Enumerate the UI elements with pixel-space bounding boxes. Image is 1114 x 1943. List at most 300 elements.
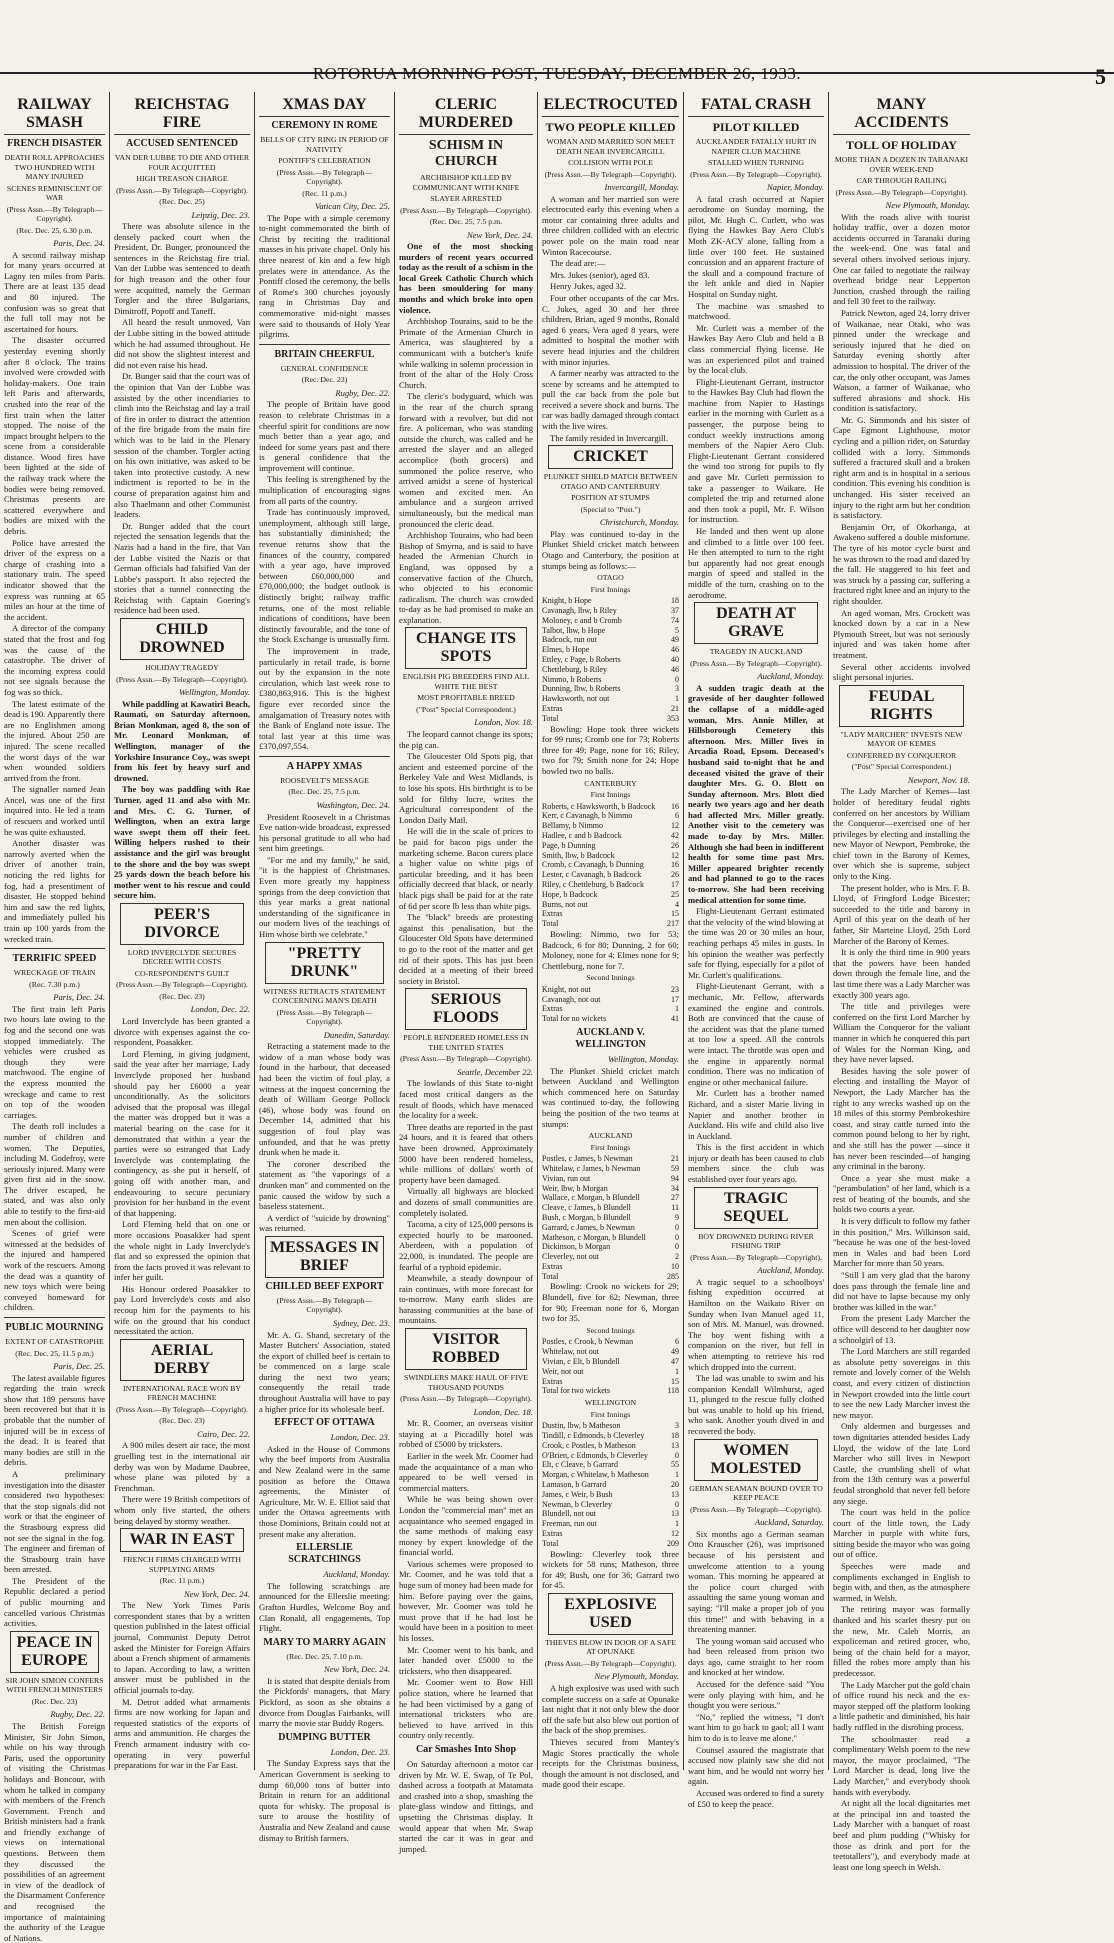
credit-line: (Press Assn.—By Telegraph—Copyright). <box>116 185 248 195</box>
headline: FEUDAL RIGHTS <box>839 685 964 727</box>
batsman: Postles, c James, b Newman <box>542 1154 633 1164</box>
credit-line: (Press Assn.—By Telegraph—Copyright). <box>544 169 677 179</box>
headline: "PRETTY DRUNK" <box>265 942 384 984</box>
paragraph: The latest available figures regarding the train wreck show that 189 persons have been recovered but that it is probable that the number of injured will be in excess of the dead. It is feared that many bodies are still in the debris. <box>4 1372 105 1468</box>
paragraph: Tacoma, a city of 125,000 persons is expected hourly to be marooned. Aberdeen, with a population of 22,000, is inundated. The people are fearful of a typhoid epidemic. <box>399 1219 533 1272</box>
paragraph: Six months ago a German seaman Otto Krauscher (26), was imprisoned because of his persistent and unwelcome attention to a young woman. This morning he appeared at the police court charged with assaulting the same young woman and saying: "I'll make a proper job of you this time!" and with behaving in a threatening manner. <box>688 1528 824 1635</box>
total-value: 209 <box>667 1538 679 1548</box>
received-line: (Rec. Dec. 25, 11.5 p.m.) <box>15 1348 94 1358</box>
batsman: Moloney, c and b Cromb <box>542 615 622 625</box>
paragraph: The schoolmaster read a complimentary Welsh poem to the new mayor, the mayor proclaimed, "The Lord Marcher is dead, long live the Lady Marcher," and everybody shook hands with everybody. <box>833 1733 970 1797</box>
batsman: Dunning, lbw, b Roberts <box>542 684 621 694</box>
dateline: London, Dec. 22. <box>190 1004 250 1015</box>
headline: TRAGIC SEQUEL <box>694 1187 818 1229</box>
scorecard-canterbury <box>542 802 679 920</box>
runs: 49 <box>671 1347 679 1357</box>
score-row <box>542 1004 679 1014</box>
dateline: London, Dec. 18. <box>473 1406 533 1417</box>
received-line: (Rec. Dec. 25) <box>159 197 205 206</box>
subheadline: CEREMONY IN ROME <box>271 120 378 131</box>
credit-line: (Press Assn.—By Telegraph—Copyright). <box>276 1295 373 1315</box>
batsman: Nimmo, b Roberts <box>542 674 602 684</box>
paragraph: Flight-Lieutenant Gerrant estimated that the velocity of the wind blowing at the time was 20 or 30 miles an hour, reaching perhaps 45 miles in gusts. In his opinion the weather was perfectly safe for flying, especially for a pilot of Mr. Curlett's qualifications. <box>688 906 824 980</box>
received-line: (Rec. Dec. 25, 7.5 p.m. <box>429 217 503 226</box>
subheadline: SLAYER ARRESTED <box>430 194 502 203</box>
received-line: (Rec. 7.30 p.m.) <box>29 979 80 989</box>
paragraph: There was absolute silence in the densely packed court when the President, Dr. Bunger, pronounced the sentences in the Reichstag fire trial. Van der Lubbe was sentenced to death for high treason and the other four were acquitted, namely the German Torgler and the three Bulgarians, Dimitroff, Popoff and Taneff. <box>114 221 250 316</box>
runs: 1 <box>675 1470 679 1480</box>
batsman: Hadlee, c and b Badcock <box>542 830 622 840</box>
paragraph: The lad was unable to swim and his companion Kendall Wilmhurst, aged 11, plunged to the rescue fully clothed but was unable to hold up his friend, who sank. Another youth dived in and recovered the body. <box>688 1373 824 1437</box>
dateline: Auckland, Saturday. <box>754 1517 824 1528</box>
subheadline: MOST PROFITABLE BREED <box>417 693 515 703</box>
subheadline: HIGH TREASON CHARGE <box>136 174 228 183</box>
team-header: WELLINGTON <box>584 1398 637 1408</box>
paragraph: The court was held in the police court of the little town, the Lady Marcher in purple with white furs, sitting beside the mayor who was going out of office. <box>833 1507 970 1560</box>
paragraph: Mr. G. Simmonds and his sister of Cape Egmont Lighthouse, motor cycling and a pillion rider, on Saturday collided with a lorry. Simmonds suffered a fractured skull and a broken right arm and is in hospital in a serious condition. This evening his condition is unchanged. His sister received an injury to the right arm but her condition is satisfactory. <box>833 414 970 521</box>
column-6 <box>684 92 829 1809</box>
paragraph: While he was being shown over London the "commercial man" met an acquaintance who seemed engaged in the same methods of making easy money by expert knowledge of the financial world. <box>399 1494 533 1558</box>
paragraph: The President of the Republic declared a period of public mourning and cancelled various Christmas activities. <box>4 1575 105 1629</box>
paragraph: "For me and my family," he said, "it is the happiest of Christmases. Even more greatly my happiness springs from the deep conviction that this year marks a great national understanding of the significance in our modern lives of the teachings of Him whose birth we celebrate." <box>259 854 390 940</box>
paragraph: Earlier in the week Mr. Coomer had made the acquaintance of a man who appeared to be well versed in commercial matters. <box>399 1450 533 1493</box>
runs: 4 <box>675 899 679 909</box>
subheadline: CO-RESPONDENT'S GUILT <box>134 968 230 978</box>
runs: 17 <box>671 879 679 889</box>
subheadline: FRENCH DISASTER <box>7 138 102 149</box>
batsman: Bellamy, b Nimmo <box>542 821 604 831</box>
paragraph: "No," replied the witness, "I don't want him to go back to gaol; all I want him to do is to leave me alone." <box>688 1711 824 1744</box>
paragraph: On Saturday afternoon a motor car driven by Mr. W. E. Swap, of Te Pol, dashed across a footpath at Matamata and crashed into a shop, smashing the plate-glass window and fittings, and upsetting the Christmas display. It would appear that when Mr. Swap started the car it was in gear and jumped. <box>399 1758 533 1854</box>
runs: 37 <box>671 606 679 616</box>
innings-label: First Innings <box>590 1142 631 1152</box>
paragraph: The retiring mayor was formally thanked and his scarlet thesry put on the new, Mr. Caleb Morris, an expoliceman and retired grocer, who, being of the chain held for a mayor, filled the robes more amply than his predecessor. <box>833 1604 970 1678</box>
paragraph: A woman and her married son were electrocuted early this evening when a motor car containing three adults and three children collided with an electric power pole on the main road near Winton Racecourse. <box>542 193 679 257</box>
score-row <box>542 1242 679 1252</box>
paragraph: Bowling: Nimmo, two for 53; Badcock, 6 for 80; Dunning, 2 for 60; Moloney, none for 4; Elmes none for 9; Chettleburg, none for 7. <box>542 928 679 971</box>
dateline: New Plymouth, Monday. <box>594 1671 679 1682</box>
subheadline: BOY DROWNED DURING RIVER FISHING TRIP <box>698 1231 814 1251</box>
paragraph: A preliminary investigation into the disaster considered two hypotheses: that the stop signals did not work or that the engineer of the Strasbourg express did not see the signal in the fog. The engineer and fireman of the Strasbourg train have been arrested. <box>4 1468 105 1575</box>
subheadline: FRENCH FIRMS CHARGED WITH SUPPLYING ARMS <box>123 1555 241 1574</box>
score-row <box>542 1470 679 1480</box>
batsman: Whitelaw, not out <box>542 1347 600 1357</box>
score-row <box>542 860 679 870</box>
paragraph: The following scratchings are announced for the Ellerslie meeting: Grafton Hurdles, Welcome Boy and Clan Ronald, all engagements, Top Flight. <box>259 1580 390 1634</box>
paragraph: Accused was ordered to find a surety of £50 to keep the peace. <box>688 1788 824 1809</box>
subheadline: GERMAN SEAMAN BOUND OVER TO KEEP PEACE <box>689 1483 823 1503</box>
paragraph: Archbishop Tourains, who had been Bishop of Smyrna, and is said to have headed the Armenian Church in England, was opposed by a conservative faction of the Church, who objected to his economic radicalism. The church was crowded to-day as he had promised to make an explanation. <box>399 530 533 625</box>
score-row <box>542 1193 679 1203</box>
headline: MANY ACCIDENTS <box>833 96 970 135</box>
paragraph: It is only the third time in 900 years that the powers have been handed down through the female line, and the last time there was a Lady Marcher was exactly 300 years ago. <box>833 947 970 1000</box>
score-row <box>542 606 679 616</box>
paragraph: Scenes of grief were witnessed at the bedsides of the injured and hampered work of the rescuers. Among the dead was a quantity of new toys which were being conveyed homeward for children. <box>4 1228 105 1313</box>
score-row <box>542 880 679 890</box>
runs: 2 <box>675 1252 679 1262</box>
score-row <box>542 1367 679 1377</box>
score-row <box>542 909 679 919</box>
batsman: Extras <box>542 1004 563 1014</box>
score-row <box>542 1451 679 1461</box>
score-row <box>542 995 679 1005</box>
dateline: Vatican City, Dec. 25. <box>315 201 390 211</box>
credit-line: (Press Assn.—By Telegraph—Copyright). <box>276 1007 373 1027</box>
score-row <box>542 635 679 645</box>
subheadline: SIR JOHN SIMON CONFERS WITH FRENCH MINISTERS <box>5 1675 104 1695</box>
runs: 12 <box>671 1528 679 1538</box>
headline: A HAPPY XMAS <box>286 760 363 772</box>
batsman: Vivian, c Elt, b Blundell <box>542 1356 620 1366</box>
score-row <box>542 1509 679 1519</box>
runs: 3 <box>675 684 679 694</box>
subheadline: DEATH ROLL APPROACHES TWO HUNDRED WITH MANY INJURED <box>4 153 105 181</box>
headline: PEER'S DIVORCE <box>120 903 244 945</box>
innings-label: Second Innings <box>586 973 635 983</box>
scorecard-otago <box>542 596 679 714</box>
subheadline: PUBLIC MOURNING <box>5 1322 104 1333</box>
score-row <box>542 675 679 685</box>
dateline: London, Dec. 23. <box>330 1432 390 1443</box>
paragraph: While paddling at Kawatiri Beach, Raumati, on Saturday afternoon, Brian Monkman, aged 8, the son of Mr. Leonard Monkman, of Wellington, manager of the Yorkshire Insurance Coy., was swept from his feet by heavy surf and drowned. <box>114 698 250 783</box>
dateline: Auckland, Monday. <box>323 1569 390 1580</box>
paragraph: Meanwhile, a steady downpour of rain continues, with more forecast for to-morrow. Many earth slides are harassing communities at the base of mountains. <box>399 1273 533 1326</box>
paragraph: Flight-Lieutenant Gerrant, instructor to the Hawkes Bay Club had flown the machine from Napier to Hastings earlier in the morning with Curlett as a passenger, the purpose being to conduct weekly instructions among members of the Napier Aero Club. Flight-Lieutenant Gerrant considered the wind too strong for pupils to fly and gave Mr. Curlett permission to take a passenger to Waikare. He completed the trip and returned alone and then took a pupil, Mr. F. Wilson for instruction. <box>688 376 824 525</box>
subheadline: CONFERRED BY CONQUEROR <box>846 750 957 760</box>
runs: 0 <box>675 1232 679 1242</box>
batsman: Weir, lbw, b Morgan <box>542 1183 608 1193</box>
total-label: Total <box>542 1271 559 1281</box>
runs: 13 <box>671 1509 679 1519</box>
runs: 18 <box>671 1430 679 1440</box>
received-line: (Rec. Dec. 23) <box>159 1416 205 1426</box>
subheadline: WOMAN AND MARRIED SON MEET DEATH NEAR INVERCARGILL <box>546 137 675 156</box>
credit-line: ("Post" Special Correspondent.) <box>416 704 516 714</box>
credit-line: (Press Assn.—By Telegraph—Copyright). <box>690 169 822 179</box>
headline: RAILWAY SMASH <box>4 96 105 135</box>
subheadline: EFFECT OF OTTAWA <box>274 1417 375 1429</box>
paragraph: The title and privileges were conferred on the first Lord Marcher by William the Conqueror for the valiant manner in which he conquered this part of Wales for the Norman King, and they have never lapsed. <box>833 1001 970 1065</box>
received-line: (Rec. Dec. 23) <box>159 991 205 1001</box>
divider <box>4 948 105 949</box>
divider <box>4 1317 105 1318</box>
score-row <box>542 684 679 694</box>
runs: 23 <box>671 984 679 994</box>
runs: 15 <box>671 909 679 919</box>
score-row <box>542 900 679 910</box>
runs: 17 <box>671 994 679 1004</box>
runs: 11 <box>671 1203 679 1213</box>
headline: CLERIC MURDERED <box>399 96 533 135</box>
batsman: Roberts, c Hawksworth, b Badcock <box>542 801 656 811</box>
paragraph: Mr. A. G. Shand, secretary of the Master Butchers' Association, stated the export of chilled beef is certain to be commenced on a large scale during the next two years; consequently the retail trade throughout Australia will have to pay a higher price for its wholesale beef. <box>259 1329 390 1414</box>
paragraph: A verdict of "suicide by drowning" was returned. <box>259 1212 390 1234</box>
paragraph: Bowling: Crook no wickets for 29; Blundell, five for 62; Newman, three for 90; Freeman none for 6, Morgan two for 35. <box>542 1281 679 1324</box>
paragraph: The cleric's bodyguard, which was in the rear of the church sprang forward with a revolver, but did not fire. A policeman, who was standing outside the church, was called and he arrested the slayer and an alleged accomplice (both grocers) and summoned the police reserve, who arrived amidst a scene of hysterical women and excited men. An ambulance and a surgeon arrived simultaneously, but the medical man pronounced the cleric dead. <box>399 391 533 529</box>
subheadline: "LADY MARCHER" INVESTS NEW MAYOR OF KEMES <box>840 729 963 749</box>
column-5 <box>538 92 684 1790</box>
total-value: 118 <box>667 1386 679 1396</box>
paragraph: The signaller named Jean Ancel, was one of the first inquired into. He led a team of rescuers and worked until he was quite exhausted. <box>4 784 105 837</box>
paragraph: Besides having the sole power of electing and installing the Mayor of Newport, the Lady Marcher has the right to any wrecks washed up on the 18 miles of this stormy Pembrokeshire coast, and stray cattle turned into the common pound belong to her by right, and she still has the power —since it has never been rescinded—of hanging any criminal in the barony. <box>833 1065 970 1172</box>
dateline: Paris, Dec. 24. <box>53 992 105 1003</box>
total-label: Total <box>542 919 559 929</box>
paragraph: Lord Inverclyde has been granted a divorce with expenses against the co-respondent, Poasakker. <box>114 1016 250 1048</box>
batsman: Smith, lbw, b Badcock <box>542 850 615 860</box>
batsman: Weir, not out <box>542 1366 584 1376</box>
runs: 46 <box>671 664 679 674</box>
paragraph: Accused for the defence said "You were only playing with him, and he thought you were serious." <box>688 1679 824 1711</box>
batsman: Bush, c Morgan, b Blundell <box>542 1212 631 1222</box>
score-row <box>542 1203 679 1213</box>
dateline: New York, Dec. 24. <box>183 1588 250 1599</box>
subheadline: INTERNATIONAL RACE WON BY FRENCH MACHINE <box>122 1383 242 1403</box>
score-row <box>542 890 679 900</box>
column-3 <box>255 92 395 1843</box>
dateline: Newport, Nov. 18. <box>907 774 970 785</box>
runs: 6 <box>675 811 679 821</box>
paragraph: The people of Britain have good reason to celebrate Christmas in a cheerful spirit for conditions are now much better than a year ago, and indeed for some years past and there is general confidence that the improvement will continue. <box>259 399 390 473</box>
batsman: Extras <box>542 1528 563 1538</box>
subheadline: PILOT KILLED <box>712 120 800 134</box>
credit-line: (Special to "Post.") <box>580 504 641 514</box>
dateline: Wellington, Monday. <box>178 687 250 698</box>
subheadline: STALLED WHEN TURNING <box>707 158 805 167</box>
batsman: Kerr, c Cavanagh, b Nimmo <box>542 811 633 821</box>
total-value: 285 <box>667 1271 679 1281</box>
subheadline: MARY TO MARRY AGAIN <box>263 1636 386 1648</box>
dateline: Invercargill, Monday. <box>604 182 679 192</box>
runs: 1 <box>675 694 679 704</box>
paragraph: Play was continued to-day in the Plunket Shield cricket match between Otago and Canterbury, the position at stumps being as follows:— <box>542 528 679 571</box>
runs: 5 <box>675 625 679 635</box>
batsman: Hope, b Badcock <box>542 889 598 899</box>
headline: MESSAGES IN BRIEF <box>265 1236 384 1278</box>
paragraph: Mrs. Jukes (senior), aged 83. <box>550 269 650 280</box>
dateline: New York, Dec. 24. <box>323 1664 390 1675</box>
runs: 6 <box>675 1337 679 1347</box>
paragraph: Dr. Bunger said that the court was of the opinion that Van der Lubbe was assisted by the other incendiaries to climb into the Reichstag and lay a trail of fire in order to distract the attention of the fire brigade from the main fire which was to be laid in the Plenary session of the chamber. Torgler acting on his own initiative, was asked to be taken into protective custody. A new indictment is reported to be in the course of preparation against him and also Thaelmann and other Communist leaders. <box>114 371 250 520</box>
score-row <box>542 1164 679 1174</box>
total-value: 41 <box>671 1014 679 1024</box>
score-row <box>542 1529 679 1539</box>
paragraph: A sudden tragic death at the graveside of her daughter followed the collapse of a middle-aged woman, Mrs. Annie Miller, at Hillsborough Cemetery this afternoon. Mrs. Miller lives in Arcadia Road, Epsom. Deceased's husband said to-night that he and deceased visited the grave of their daughter Mrs. G. O. Blott on Sunday afternoon. Mrs. Blott died nearly two years ago and her death had affected Mrs. Miller greatly. Another visit to the cemetery was made to-day by Mrs. Miller. Although she had been in indifferent health for some time past Mrs. Miller appeared brighter recently and had planned to go to the races to-morrow. She had been receiving medical attention for some time. <box>688 682 824 905</box>
batsman: Extras <box>542 909 563 919</box>
runs: 0 <box>675 674 679 684</box>
paragraph: Patrick Newton, aged 24, lorry driver of Waikanae, near Otaki, who was pinned under the wreckage and seriously injured that he died on Saturday evening shortly after admission to hospital. The driver of the car, the only other occupant, was James Watson, a farmer of Waikanae, who suffered abrasions and shock. His condition is satisfactory. <box>833 307 970 414</box>
headline: CHANGE ITS SPOTS <box>405 627 527 669</box>
batsman: Chettleburg, b Riley <box>542 664 607 674</box>
headline: AERIAL DERBY <box>120 1339 244 1381</box>
runs: 0 <box>675 1499 679 1509</box>
subheadline: PEOPLE RENDERED HOMELESS IN THE UNITED STATES <box>403 1033 529 1052</box>
paragraph: Asked in the House of Commons why the beef imports from Australia and New Zealand were in the same position as before the Ottawa agreements, the Minister of Agriculture, Mr. W. E. Elliot said that under the Ottawa agreements with those Dominions, Britain could not at present make any alteration. <box>259 1443 390 1539</box>
team-header: AUCKLAND <box>588 1131 633 1141</box>
score-row <box>542 616 679 626</box>
paragraph: He landed and then went up alone and climbed to a little over 100 feet. He then attempted to turn to the right but apparently had not great enough margin of speed and stalled in the middle of the turn, crashing on to the aerodrome. <box>688 526 824 600</box>
paragraph: The Plunket Shield cricket match between Auckland and Wellington which commenced here on Saturday was continued to-day, the following being the position of the two teams at stumps: <box>542 1065 679 1129</box>
dateline: Washington, Dec. 24. <box>316 799 390 810</box>
paragraph: The young woman said accused who had been released from prison two days ago, came straight to her room and knocked at her window. <box>688 1635 824 1678</box>
score-row <box>542 851 679 861</box>
subheadline: ARCHBISHOP KILLED BY COMMUNICANT WITH KNIFE <box>412 173 520 192</box>
paragraph: Trade has continuously improved, unemployment, although still large, has substantially diminished; the revenue returns show that the finances of the country, compared with a year ago, have improved between £60,000,000 and £70,000,000; the budget outlook is distinctly bright; railway traffic returns, one of the most reliable indications of conditions, have been distinctly favourable, and the tone of the Stock Exchange is unusually firm. <box>259 507 390 645</box>
dateline: Auckland, Monday. <box>757 1265 824 1276</box>
credit-line: (Press Assn.—By Telegraph—Copyright). <box>690 1504 822 1514</box>
subheadline: MORE THAN A DOZEN IN TARANAKI OVER WEEK-END <box>834 155 969 174</box>
dateline: London, Dec. 23. <box>330 1746 390 1757</box>
headline: ELECTROCUTED <box>542 96 679 117</box>
credit-line: (Press Assn.—By Telegraph—Copyright). <box>276 167 373 186</box>
runs: 26 <box>671 870 679 880</box>
paragraph: He will die in the scale of prices to be paid for bacon pigs under the marketing scheme. Bacon curers place a higher value on white pigs of particular breeding, and it has been officially decreed that black, or nearly black pigs shall be paid for at the rate of 6d per score lb less than white pigs. <box>399 826 533 911</box>
batsman: Lamason, b Garrard <box>542 1479 607 1489</box>
score-row <box>542 645 679 655</box>
paragraph: The leopard cannot change its spots; the pig can. <box>399 729 533 750</box>
batsman: Cleave, c James, b Blundell <box>542 1203 631 1213</box>
dateline: Cairo, Dec. 22. <box>197 1428 250 1439</box>
score-row <box>542 1519 679 1529</box>
innings-label: Second Innings <box>586 1325 635 1335</box>
total-label: Total for two wickets <box>542 1386 611 1396</box>
innings-label: First Innings <box>590 790 631 800</box>
batsman: Whitelaw, c James, b Newman <box>542 1163 641 1173</box>
dateline: Paris, Dec. 25. <box>53 1361 105 1371</box>
paragraph: The death roll includes a number of children and women. The Deputies, including M. Godefroy, were seriously injured. Many were given first aid in the snow. The driver escaped, he stated, and was also only able to testify to the first-aid men about the collision. <box>4 1121 105 1227</box>
runs: 18 <box>671 596 679 606</box>
paragraph: Mr. Curlett has a brother named Richard, and a sister Marie living in Napier and another brother in Auckland. His wife and child also live in Auckland. <box>688 1088 824 1141</box>
batsman: Elt, c Cleave, b Garrard <box>542 1460 618 1470</box>
score-row <box>542 1213 679 1223</box>
batsman: Extras <box>542 1376 563 1386</box>
batsman: Cromb, c Cavanagh, b Dunning <box>542 860 644 870</box>
runs: 46 <box>671 645 679 655</box>
score-row <box>542 1223 679 1233</box>
batsman: Hawksworth, not out <box>542 694 610 704</box>
dateline: London, Nov. 18. <box>474 717 533 728</box>
subheadline: LORD INVERCLYDE SECURES DECREE WITH COSTS <box>127 947 237 967</box>
score-row <box>542 1174 679 1184</box>
score-row <box>542 704 679 714</box>
paragraph: Thieves secured from Mantey's Magic Stores practically the whole receipts for the Christmas business, though the amount is not disclosed, and made good their escape. <box>542 1736 679 1790</box>
subheadline: PLUNKET SHIELD MATCH BETWEEN OTAGO AND CANTERBURY <box>543 472 678 491</box>
subheadline: ELLERSLIE SCRATCHINGS <box>288 1542 361 1566</box>
total-value: 353 <box>667 713 679 723</box>
batsman: Talbot, lbw, b Hope <box>542 625 606 635</box>
paragraph: M. Detrot added what armaments firms are now working for Japan and requested statistics of the exports of arms and ammunition. He charges the French armament industry with co-operating in very powerful preparations for war in the Far East. <box>114 1696 250 1771</box>
subheadline: AUCKLANDER FATALLY HURT IN NAPIER CLUB MACHINE <box>695 137 817 156</box>
paragraph: All heard the result unmoved, Van der Lubbe sitting in the bowed attitude which he had assumed throughout. He did not show the slightest interest and did not even raise his head. <box>114 317 250 370</box>
dateline: Leipzig, Dec. 23. <box>191 209 250 220</box>
paragraph: Only aldermen and burgesses and town dignitaries attended besides Lady Lloyd, the widow of the late Lord Marcher who still lives in Newport Castle, the crumbling shell of what from the 13th century was a powerful feudal stronghold that never fell before any siege. <box>833 1421 970 1506</box>
subheadline: THIEVES BLOW IN DOOR OF A SAFE AT OPUNAKE <box>544 1637 677 1657</box>
runs: 0 <box>675 1242 679 1252</box>
column-1 <box>0 92 110 1943</box>
innings-label: First Innings <box>590 584 631 594</box>
subheadline: TWO PEOPLE KILLED <box>545 120 676 134</box>
paragraph: This is the first accident in which injury or death has been caused to club members since the club was established over four years ago. <box>688 1142 824 1185</box>
runs: 9 <box>675 1212 679 1222</box>
score-row <box>542 1500 679 1510</box>
paragraph: Bowling: Cleverley took three wickets for 58 runs; Matheson, three for 49; Bush, one for 36; Garrard two for 45. <box>542 1548 679 1591</box>
paragraph: A tragic sequel to a schoolboys' fishing expedition occurred at Hamilton on the Waikato River on Sunday when Ivan Manuel aged 11, son of Mrs. M. Manuel, was drowned. The boy went fishing with a companion on the river, but fell in when attempting to retrieve his rod which dropped into the current. <box>688 1276 824 1372</box>
paragraph: Henry Jukes, aged 32. <box>550 281 627 292</box>
paragraph: A high explosive was used with such complete success on a safe at Opunake last night that it not only blew the door off the safe but also blew out portion of the back of the shop premises. <box>542 1682 679 1736</box>
headline: WOMEN MOLESTED <box>694 1439 818 1481</box>
batsman: Badcock, run out <box>542 635 597 645</box>
runs: 47 <box>671 1356 679 1366</box>
dateline: Seattle, December 22. <box>457 1066 533 1077</box>
scorecard-total <box>542 1386 679 1396</box>
headline: PEACE IN EUROPE <box>10 1631 99 1673</box>
score-row <box>542 831 679 841</box>
paragraph: At night all the local dignitaries met at the principal inn and toasted the Lady Marcher with a banquet of roast beef and plum pudding ("Whisky for those as drink and port for the teetotallers"), and everybody made at least one long speech in Welsh. <box>833 1798 970 1872</box>
dateline: Rugby, Dec. 22. <box>50 1709 105 1720</box>
innings-label: First Innings <box>590 1409 631 1419</box>
paragraph: Bowling: Hope took three wickets for 99 runs; Cromb one for 73; Roberts three for 49; Page, none for 16; Riley, two for 79; Smith none for 24; Hope bowled two no balls. <box>542 723 679 776</box>
paragraph: The New York Times Paris correspondent states that by a written question published in the latest official journal, Communist Deputy Detrot asked the Minister for Foreign Affairs about a French shipment of armaments to Japan. According to law, a written answer must be published in the official journals to-day. <box>114 1600 250 1696</box>
paragraph: The boy was paddling with Rae Turner, aged 11 and also with Mr. and Mrs. C. G. Turner, of Wellington, when an extra large wave swept them off their feet. Willing helpers rushed to their assistance and the girl was brought to the shore and the boy was swept 25 yards down the beach before his mother went to his rescue and could secure him. <box>114 784 250 901</box>
subheadline: WRECKAGE OF TRAIN <box>13 968 96 978</box>
batsman: Dustin, lbw, b Matheson <box>542 1421 621 1431</box>
paragraph: From the present Lady Marcher the office will descend to her daughter now a schoolgirl of 13. <box>833 1313 970 1345</box>
score-row <box>542 1421 679 1431</box>
dateline: New York, Dec. 24. <box>466 229 533 240</box>
score-row <box>542 1347 679 1357</box>
paragraph: Lord Fleming, in giving judgment, said the year after her marriage, Lady Inverclyde proposed her husband should pay her £6000 a year unconditionally. As the solicitors advised that the proposal was illegal the matter was dropped but it was a material bearing on the case for it demonstrated that within a year the parties were so estranged that Lady Inverclyde was contemplating the contingency, as she put it herself, of going off with another man, and endeavouring to secure pecuniary provision for her husband in the event of that happening. <box>114 1048 250 1218</box>
paragraph: The latest estimate of the dead is 190. Apparently there are no Englishmen among the injured. About 250 are injured. The scene recalled the worst days of the war when wounded soldiers arrived from the front. <box>4 698 105 783</box>
paragraph: Mr. Coomer went to Bow Hill police station, where he learned that he had been victimised by a gang of international tricksters who are believed to have arrived in this country only recently. <box>399 1677 533 1741</box>
received-line: (Rec. 11 p.m.) <box>159 1576 205 1586</box>
batsman: Wallace, c Morgan, b Blundell <box>542 1193 640 1203</box>
credit-line: (Press Assn.—By Telegraph—Copyright). <box>400 205 532 215</box>
paragraph: Dr. Bunger added that the court rejected the sensation legends that the Nazis had a hand in the fire, that Van der Lubbe visited the Nazis or that German officials had falsified Van der Lubbe's passport. It also rejected the stories that a tunnel connecting the Reichstag with Captain Goering's residence had been used. <box>114 520 250 616</box>
dateline: Auckland, Monday. <box>757 671 824 682</box>
batsman: Dickinson, b Morgan <box>542 1242 611 1252</box>
batsman: Tindill, c Edmonds, b Cleverley <box>542 1430 645 1440</box>
scorecard-total <box>542 1014 679 1024</box>
runs: 0 <box>675 1450 679 1460</box>
score-row <box>542 821 679 831</box>
credit-line: (Press Assn.—By Telegraph—Copyright). <box>400 1054 532 1064</box>
runs: 0 <box>675 1222 679 1232</box>
headline: VISITOR ROBBED <box>405 1328 527 1370</box>
runs: 12 <box>671 821 679 831</box>
headline: EXPLOSIVE USED <box>548 1593 673 1635</box>
dateline: Napier, Monday. <box>766 182 824 192</box>
paragraph: Police have arrested the driver of the express on a charge of crashing into a stationary train. The speed indicator showed that the express was running at 65 miles an hour at the time of the accident. <box>4 537 105 622</box>
batsman: Cavanagh, not out <box>542 994 601 1004</box>
batsman: Matheson, c Morgan, b Blundell <box>542 1232 646 1242</box>
paragraph: The "black" breeds are protesting against this penalisation, but the Gloucester Old Spots have determined to go to the root of the matter and get rid of their spots. This has just been decided at a meeting of their breed society in Bristol. <box>399 912 533 986</box>
score-row <box>542 1337 679 1347</box>
paragraph: The Lord Marchers are still regarded as absolute petty sovereigns in this remote and lovely corner of the Welsh coast, and every citizen of distinction in Newport crowded into the little court to see the new Lady Marcher invest the new mayor. <box>833 1346 970 1420</box>
headline: FATAL CRASH <box>688 96 824 117</box>
subheadline: GENERAL CONFIDENCE <box>280 363 369 373</box>
subheadline: ENGLISH PIG BREEDERS FIND ALL WHITE THE BEST <box>402 672 530 691</box>
score-row <box>542 1357 679 1367</box>
paragraph: The dead are:— <box>550 258 606 269</box>
subheadline: POSITION AT STUMPS <box>571 493 650 503</box>
paragraph: With the roads alive with tourist holiday traffic, over a dozen motor accidents occurred in Taranaki during the week-end. One was fatal and several others involved serious injury. One car failed to negotiate the railway overhead bridge near Lepperton Junction, crashed through the railing and fell 30 feet to the railway. <box>833 211 970 307</box>
score-row <box>542 655 679 665</box>
batsman: Extras <box>542 703 563 713</box>
runs: 16 <box>671 860 679 870</box>
paragraph: Mr. Curlett was a member of the Hawkes Bay Aero Club and held a B class commercial flying license. He was an experienced pilot and trained by the local club. <box>688 322 824 376</box>
score-row <box>542 596 679 606</box>
score-row <box>542 1377 679 1387</box>
page-number: 5 <box>1095 64 1106 89</box>
